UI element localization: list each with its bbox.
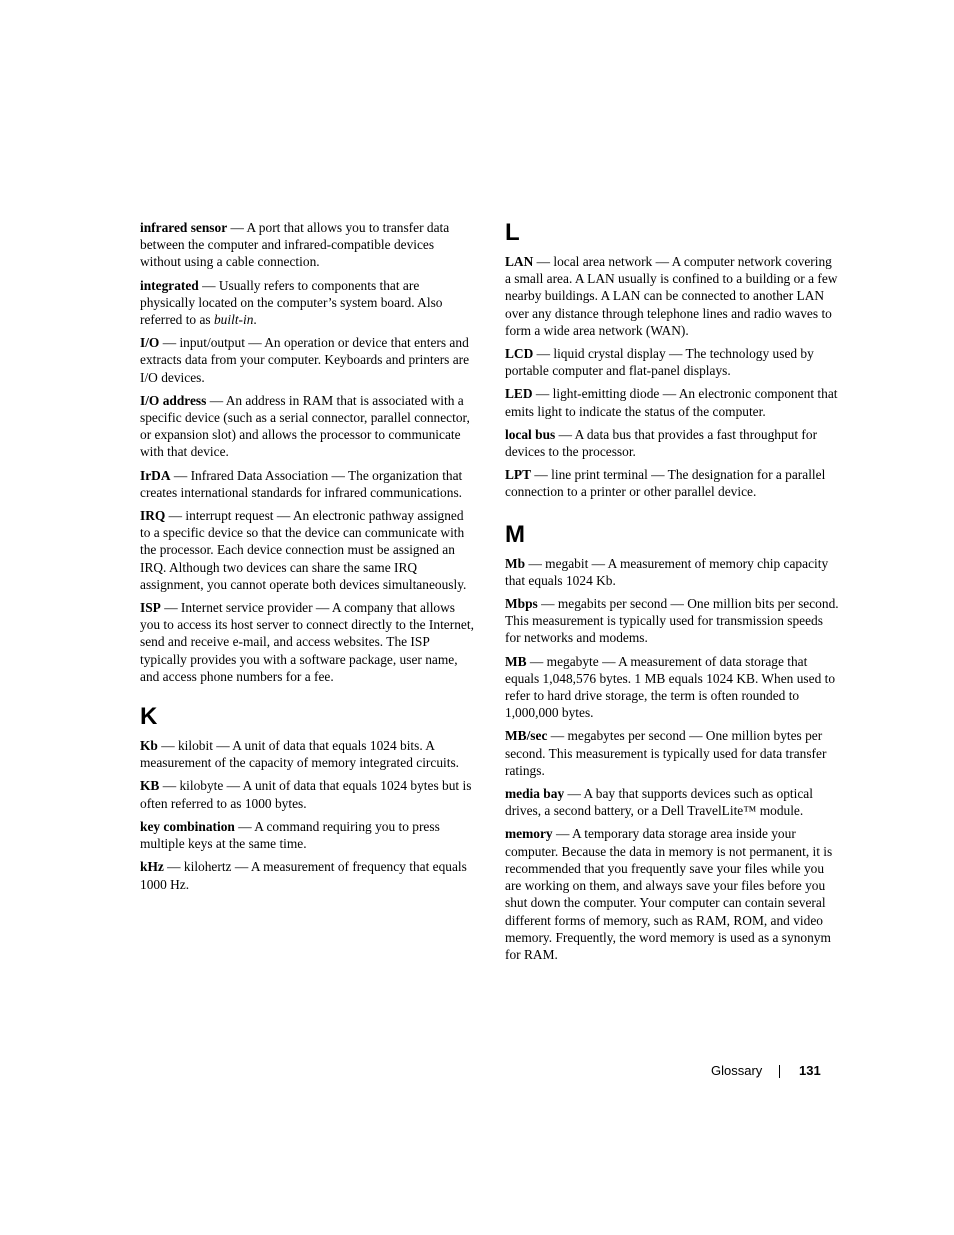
glossary-entry-mb-sec: [505, 727, 841, 779]
glossary-entry-integrated: [140, 277, 476, 329]
footer-section-title: Glossary: [711, 1063, 763, 1078]
glossary-entry-key-combination: [140, 818, 476, 852]
glossary-term: LCD: [505, 346, 534, 362]
glossary-term: integrated: [140, 277, 199, 293]
glossary-definition-italic: built-in: [213, 312, 254, 328]
glossary-definition: — megabytes per second — One million bytes per second. This measurement is typically used for data transfer ratings.: [505, 728, 827, 778]
glossary-term: MB/sec: [505, 728, 548, 744]
page-footer: [700, 1061, 820, 1081]
glossary-entry-kb-kilobyte: [140, 777, 476, 811]
glossary-entry-lan: [505, 253, 841, 339]
glossary-definition: — A data bus that provides a fast throughput for devices to the processor.: [505, 426, 818, 460]
glossary-definition-end: .: [253, 312, 257, 328]
glossary-entry-memory: [505, 825, 841, 963]
glossary-definition: — Usually refers to components that are physically located on the computer’s system board. Also referred to as: [140, 277, 443, 328]
glossary-term: ISP: [140, 600, 161, 616]
glossary-entry-led: [505, 385, 841, 419]
glossary-term: Kb: [140, 738, 158, 754]
glossary-entry-lpt: [505, 466, 841, 500]
glossary-entry-io-address: [140, 392, 476, 461]
glossary-entry-kb-kilobit: [140, 737, 476, 771]
glossary-term: Mbps: [505, 596, 538, 612]
glossary-term: LPT: [505, 467, 532, 483]
glossary-definition: — liquid crystal display — The technology used by portable computer and flat-panel displays.: [505, 346, 814, 379]
glossary-term: local bus: [505, 426, 556, 442]
glossary-entry-mb-megabit: [505, 555, 841, 589]
glossary-definition: — A port that allows you to transfer data between the computer and infrared-compatible devices without using a cable connection.: [140, 220, 450, 270]
glossary-entry-isp: [140, 599, 476, 685]
glossary-term: I/O: [140, 335, 160, 351]
section-letter-k: K: [140, 703, 158, 731]
glossary-term: I/O address: [140, 392, 207, 408]
glossary-term: MB: [505, 653, 527, 669]
glossary-entry-irda: [140, 467, 476, 501]
glossary-definition: — local area network — A computer network covering a small area. A LAN usually is confined to a building or a few nearby buildings. A LAN can be connected to another LAN over any distance through telephone lines and radio waves to form a wide area network (WAN).: [505, 254, 838, 338]
glossary-definition: — interrupt request — An electronic pathway assigned to a specific device so that the device can communicate with the processor. Each device connection must be assigned an IRQ. Although two devices can share the same IRQ assignment, you cannot operate both devices simultaneously.: [140, 508, 467, 592]
glossary-definition: — line print terminal — The designation for a parallel connection to a printer or other parallel device.: [505, 467, 826, 500]
glossary-definition: — A command requiring you to press multiple keys at the same time.: [140, 818, 440, 852]
left-column: [140, 219, 476, 899]
glossary-entry-local-bus: [505, 426, 841, 460]
glossary-definition: — megabit — A measurement of memory chip capacity that equals 1024 Kb.: [505, 555, 829, 588]
glossary-definition: — kilobit — A unit of data that equals 1024 bits. A measurement of the capacity of memory integrated circuits.: [140, 738, 460, 771]
glossary-entry-infrared-sensor: [140, 219, 476, 271]
glossary-definition: — A bay that supports devices such as optical drives, a second battery, or a Dell TravelLite™ module.: [505, 786, 813, 819]
right-column: [505, 219, 841, 969]
glossary-definition: — Internet service provider — A company that allows you to access its host server to connect directly to the Internet, send and receive e-mail, and access websites. The ISP typically provides you with a software package, user name, and access phone numbers for a fee.: [140, 600, 474, 684]
section-letter-l: L: [505, 219, 520, 246]
glossary-definition: — An address in RAM that is associated with a specific device (such as a serial connector, parallel connector, or expansion slot) and allows the processor to communicate with that device.: [140, 392, 470, 460]
glossary-entry-mbps: [505, 595, 841, 647]
glossary-term: KB: [140, 778, 160, 794]
glossary-definition: — megabits per second — One million bits per second. This measurement is typically used for transmission speeds for networks and modems.: [505, 596, 839, 646]
glossary-term: kHz: [140, 859, 164, 875]
section-letter-m: M: [505, 520, 525, 548]
glossary-term: infrared sensor: [140, 220, 228, 235]
glossary-term: IRQ: [140, 508, 166, 524]
footer-separator: [779, 1065, 780, 1078]
glossary-definition: — kilohertz — A measurement of frequency that equals 1000 Hz.: [140, 859, 467, 892]
glossary-term: key combination: [140, 818, 235, 834]
glossary-term: LAN: [505, 254, 534, 269]
glossary-definition: — input/output — An operation or device that enters and extracts data from your computer. Keyboards and printers are I/O devices.: [140, 335, 470, 385]
glossary-definition: — light-emitting diode — An electronic component that emits light to indicate the status of the computer.: [505, 386, 838, 419]
glossary-definition: — Infrared Data Association — The organization that creates international standards for infrared communications.: [140, 467, 463, 500]
glossary-term: LED: [505, 386, 533, 402]
page-number: 131: [799, 1063, 821, 1078]
glossary-definition: — kilobyte — A unit of data that equals 1024 bytes but is often referred to as 1000 bytes.: [140, 778, 472, 811]
glossary-term: media bay: [505, 786, 565, 802]
glossary-term: memory: [505, 826, 553, 842]
glossary-entry-mb-megabyte: [505, 653, 841, 722]
glossary-entry-irq: [140, 507, 476, 593]
glossary-term: Mb: [505, 555, 526, 571]
glossary-entry-khz: [140, 858, 476, 892]
glossary-entry-lcd: [505, 345, 841, 379]
glossary-entry-io: [140, 334, 476, 386]
glossary-definition: — A temporary data storage area inside your computer. Because the data in memory is not permanent, it is recommended that you frequently save your files while you are working on them, and always save your files before you shut down the computer. Your computer can contain several different forms of memory, such as RAM, ROM, and video memory. Frequently, the word memory is used as a synonym for RAM.: [505, 826, 833, 962]
glossary-entry-media-bay: [505, 785, 841, 819]
glossary-term: IrDA: [140, 467, 171, 483]
glossary-definition: — megabyte — A measurement of data storage that equals 1,048,576 bytes. 1 MB equals 1024 KB. When used to refer to hard drive storage, the term is often rounded to 1,000,000 bytes.: [505, 653, 836, 721]
